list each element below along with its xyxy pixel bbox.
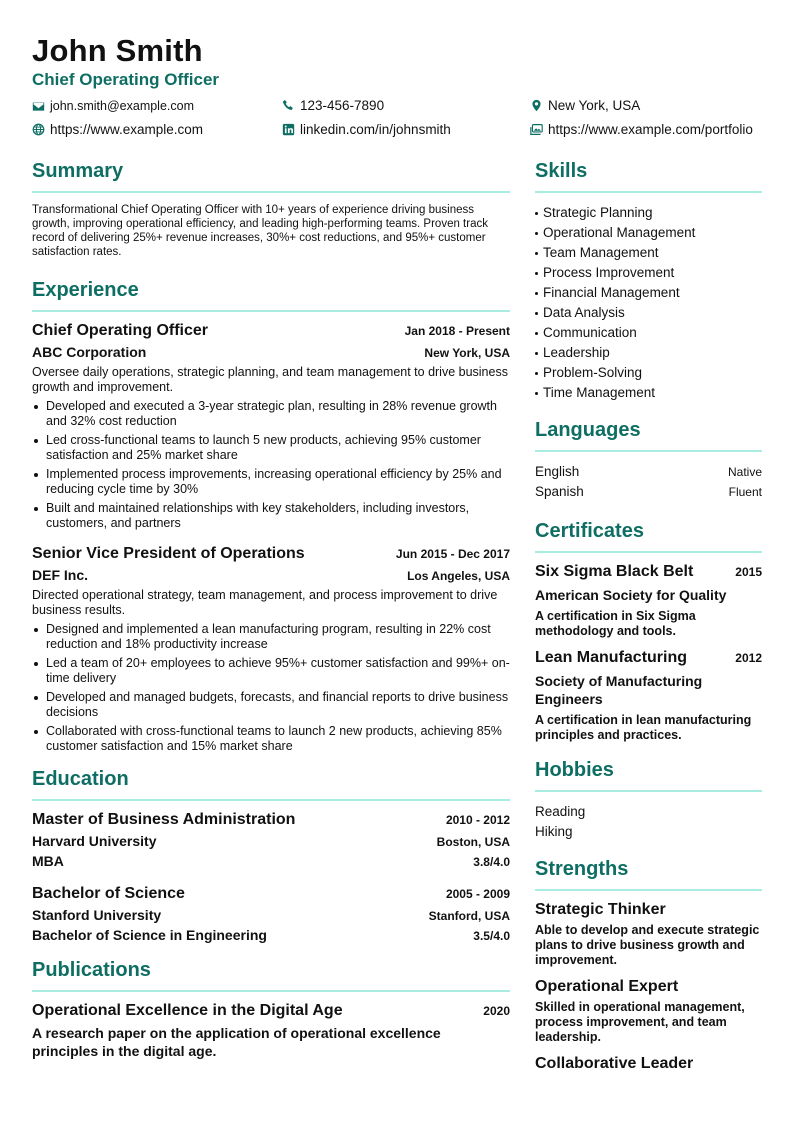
- job-bullets: [32, 399, 510, 531]
- skills-list: [535, 203, 762, 403]
- hobby-item: Hiking: [535, 824, 573, 839]
- contact-email[interactable]: [32, 99, 194, 113]
- globe-icon: [32, 123, 45, 136]
- education-degree: Bachelor of Science: [32, 885, 185, 902]
- skill-item: Process Improvement: [535, 263, 762, 283]
- education-location: Stanford, USA: [428, 909, 510, 923]
- education-gpa: 3.5/4.0: [473, 929, 510, 943]
- skill-item: Leadership: [535, 343, 762, 363]
- left-column: [32, 160, 510, 1060]
- certificate-entry: [535, 649, 762, 743]
- job-bullet: Led cross-functional teams to launch 5 new products, achieving 95% customer satisfaction and 25% market share: [32, 433, 510, 463]
- hobbies-heading: Hobbies: [535, 759, 762, 792]
- summary-section: [32, 160, 510, 259]
- job-company: DEF Inc.: [32, 567, 89, 583]
- summary-text: Transformational Chief Operating Officer with 10+ years of experience driving business growth, improving operational efficiency, and leading high-performing teams. Proven track record of delivering 25%+ revenue increases, 30%+ cost reductions, and 95%+ customer satisfaction rates.: [32, 204, 488, 258]
- certificate-name: Six Sigma Black Belt: [535, 563, 694, 580]
- education-school: Harvard University: [32, 833, 157, 849]
- publication-title: Operational Excellence in the Digital Age: [32, 1002, 343, 1019]
- job-date: Jun 2015 - Dec 2017: [395, 547, 510, 561]
- strength-name: Strategic Thinker: [535, 901, 666, 918]
- job-title: Senior Vice President of Operations: [32, 545, 305, 562]
- education-field: Bachelor of Science in Engineering: [32, 927, 267, 943]
- job-bullet: Led a team of 20+ employees to achieve 95%+ customer satisfaction and 99%+ on-time delivery: [32, 656, 510, 686]
- strength-entry: [535, 978, 762, 1045]
- contact-email-text: john.smith@example.com: [50, 99, 194, 113]
- hobbies-section: [535, 759, 762, 842]
- language-item: [535, 482, 762, 502]
- languages-section: [535, 419, 762, 502]
- mail-icon: [32, 100, 45, 113]
- contact-linkedin-text: linkedin.com/in/johnsmith: [300, 122, 451, 137]
- publications-heading: Publications: [32, 959, 510, 992]
- job-entry: [32, 322, 510, 531]
- strengths-heading: Strengths: [535, 858, 762, 891]
- language-item: [535, 462, 762, 482]
- publication-description: A research paper on the application of operational excellence principles in the digital age.: [32, 1025, 441, 1059]
- right-column: [535, 160, 762, 1083]
- phone-icon: [282, 99, 295, 112]
- skill-item: Strategic Planning: [535, 203, 762, 223]
- location-pin-icon: [530, 99, 543, 112]
- job-bullet: Implemented process improvements, increasing operational efficiency by 25% and reducing cycle time by 30%: [32, 467, 510, 497]
- certificate-org: Society of Manufacturing Engineers: [535, 673, 703, 707]
- languages-heading: Languages: [535, 419, 762, 452]
- contact-location: [530, 98, 640, 113]
- candidate-title: Chief Operating Officer: [32, 70, 220, 89]
- strengths-section: [535, 858, 762, 1073]
- certificate-year: 2012: [735, 651, 762, 665]
- language-name: English: [535, 464, 580, 479]
- education-date: 2005 - 2009: [445, 887, 510, 901]
- contact-phone-text: 123-456-7890: [300, 98, 385, 113]
- job-bullet: Developed and executed a 3-year strategic plan, resulting in 28% revenue growth and 32% cost reduction: [32, 399, 510, 429]
- skill-item: Data Analysis: [535, 303, 762, 323]
- education-location: Boston, USA: [436, 835, 510, 849]
- skills-section: [535, 160, 762, 403]
- job-bullets: [32, 622, 510, 754]
- education-school: Stanford University: [32, 907, 162, 923]
- job-bullet: Designed and implemented a lean manufacturing program, resulting in 22% cost reduction and 18% productivity increase: [32, 622, 510, 652]
- skill-item: Problem-Solving: [535, 363, 762, 383]
- certificate-name: Lean Manufacturing: [535, 649, 688, 666]
- education-entry: [32, 811, 510, 869]
- job-bullet: Built and maintained relationships with key stakeholders, including investors, customers, and partners: [32, 501, 510, 531]
- education-section: [32, 768, 510, 943]
- summary-heading: Summary: [32, 160, 510, 193]
- certificate-entry: [535, 563, 762, 639]
- strength-description: Skilled in operational management, process improvement, and team leadership.: [535, 1000, 745, 1044]
- certificate-description: A certification in Six Sigma methodology and tools.: [535, 609, 696, 638]
- languages-list: [535, 462, 762, 502]
- publication-entry: [32, 1002, 510, 1060]
- job-title: Chief Operating Officer: [32, 322, 209, 339]
- job-date: Jan 2018 - Present: [404, 324, 510, 338]
- contact-website-text: https://www.example.com: [50, 122, 204, 137]
- portfolio-icon: [530, 123, 543, 136]
- language-level: Fluent: [728, 485, 762, 499]
- contact-linkedin[interactable]: [282, 122, 451, 137]
- certificates-section: [535, 520, 762, 743]
- job-location: New York, USA: [424, 346, 510, 360]
- candidate-name: John Smith: [32, 33, 203, 68]
- education-heading: Education: [32, 768, 510, 801]
- job-entry: [32, 545, 510, 754]
- skill-item: Team Management: [535, 243, 762, 263]
- certificate-description: A certification in lean manufacturing principles and practices.: [535, 713, 752, 742]
- skill-item: Financial Management: [535, 283, 762, 303]
- experience-section: [32, 279, 510, 754]
- certificate-year: 2015: [735, 565, 762, 579]
- contact-location-text: New York, USA: [548, 98, 641, 113]
- publication-year: 2020: [483, 1004, 510, 1018]
- contact-portfolio-text: https://www.example.com/portfolio: [548, 122, 753, 137]
- certificates-heading: Certificates: [535, 520, 762, 553]
- skill-item: Communication: [535, 323, 762, 343]
- job-description: Oversee daily operations, strategic planning, and team management to drive business growth and improvement.: [32, 365, 508, 394]
- education-field: MBA: [32, 853, 64, 869]
- skill-item: Operational Management: [535, 223, 762, 243]
- strength-name: Collaborative Leader: [535, 1055, 694, 1072]
- language-name: Spanish: [535, 484, 584, 499]
- job-company: ABC Corporation: [32, 344, 147, 360]
- job-bullet: Developed and managed budgets, forecasts, and financial reports to drive business decisions: [32, 690, 510, 720]
- strength-entry: [535, 901, 762, 968]
- hobbies-list: [535, 802, 762, 842]
- education-degree: Master of Business Administration: [32, 811, 296, 828]
- job-bullet: Collaborated with cross-functional teams to launch 2 new products, achieving 85% customer satisfaction and 15% market share: [32, 724, 510, 754]
- publications-section: [32, 959, 510, 1060]
- certificate-org: American Society for Quality: [535, 587, 727, 603]
- linkedin-icon: [282, 123, 295, 136]
- contact-portfolio[interactable]: [530, 122, 753, 137]
- experience-heading: Experience: [32, 279, 510, 312]
- education-entry: [32, 885, 510, 943]
- language-level: Native: [727, 465, 762, 479]
- skills-heading: Skills: [535, 160, 762, 193]
- contact-phone[interactable]: [282, 98, 384, 113]
- strength-entry: [535, 1055, 762, 1073]
- skill-item: Time Management: [535, 383, 762, 403]
- job-description: Directed operational strategy, team management, and process improvement to drive business results.: [32, 588, 498, 617]
- hobby-item: Reading: [535, 804, 586, 819]
- strength-name: Operational Expert: [535, 978, 679, 995]
- job-location: Los Angeles, USA: [407, 569, 510, 583]
- education-date: 2010 - 2012: [445, 813, 510, 827]
- education-gpa: 3.8/4.0: [473, 855, 510, 869]
- contact-website[interactable]: [32, 122, 203, 137]
- strength-description: Able to develop and execute strategic plans to drive business growth and improvement.: [535, 923, 760, 967]
